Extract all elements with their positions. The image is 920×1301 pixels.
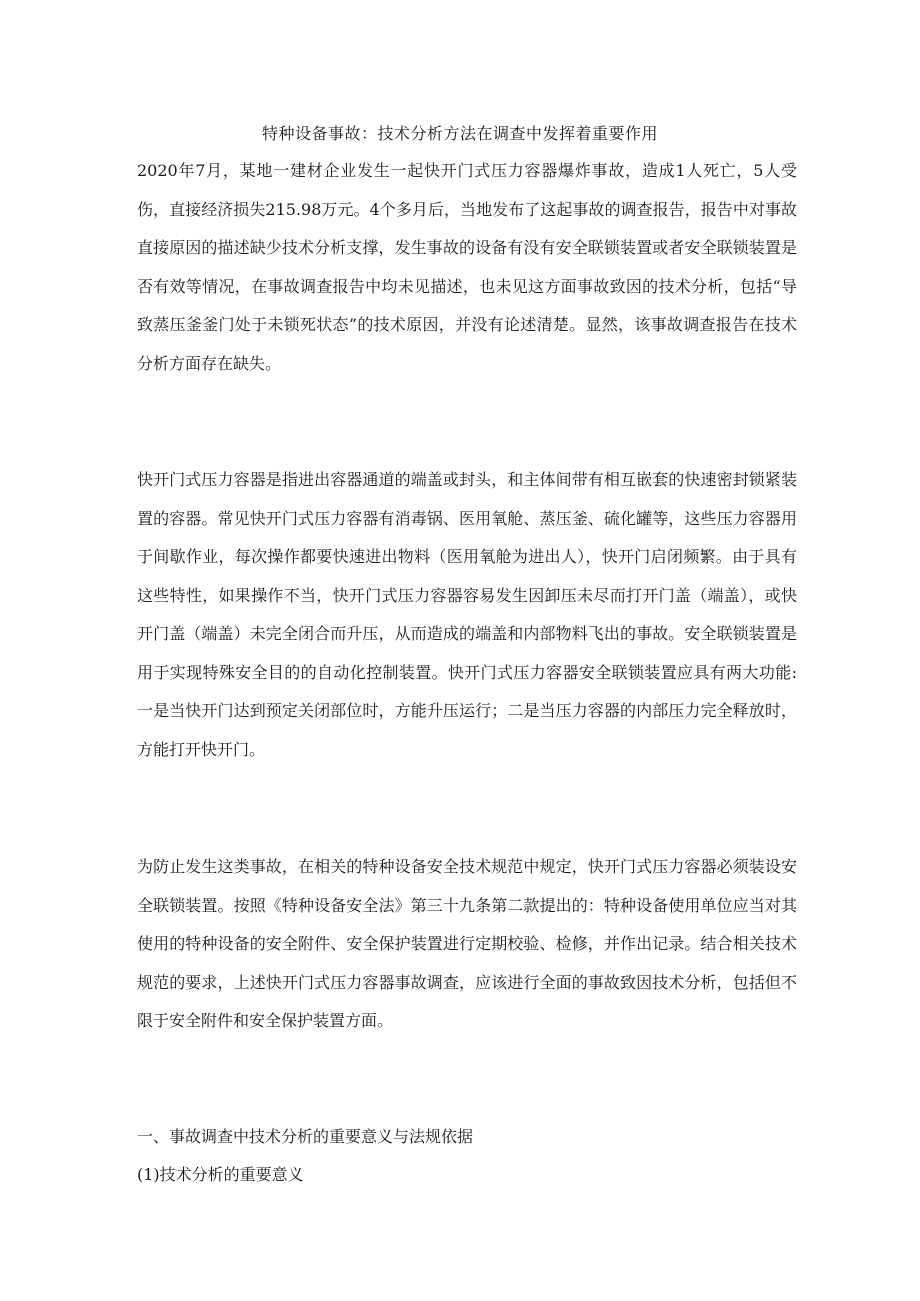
section-heading: 一、事故调查中技术分析的重要意义与法规依据 (137, 1127, 474, 1146)
paragraph-quick-open-vessel-definition: 快开门式压力容器是指进出容器通道的端盖或封头，和主体间带有相互嵌套的快速密封锁紧装置的容器。常见快开门式压力容器有消毒锅、医用氧舱、蒸压釜、硫化罐等，这些压力容器用于间歇作业，每次操作都要快速进出物料（医用氧舱为进出人），快开门启闭频繁。由于具有这些特性，如果操作不当，快开门式压力容器容易发生因卸压未尽而打开门盖（端盖），或快开门盖（端盖）未完全闭合而升压，从而造成的端盖和内部物料飞出的事故。安全联锁装置是用于实现特殊安全目的的自动化控制装置。快开门式压力容器安全联锁装置应具有两大功能:一是当快开门达到预定关闭部位时，方能升压运行；二是当压力容器的内部压力完全释放时，方能打开快开门。 (137, 470, 797, 759)
paragraph-regulations: 为防止发生这类事故，在相关的特种设备安全技术规范中规定，快开门式压力容器必须装设安全联锁装置。按照《特种设备安全法》第三十九条第二款提出的：特种设备使用单位应当对其使用的特种设备的安全附件、安全保护装置进行定期校验、检修，并作出记录。结合相关技术规范的要求，上述快开门式压力容器事故调查，应该进行全面的事故致因技术分析，包括但不限于安全附件和安全保护装置方面。 (137, 857, 797, 1030)
document-title: 特种设备事故：技术分析方法在调查中发挥着重要作用 (261, 124, 658, 143)
subsection-heading: (1)技术分析的重要意义 (137, 1165, 304, 1184)
paragraph-accident-overview: 2020年7月，某地一建材企业发生一起快开门式压力容器爆炸事故，造成1人死亡，5人受伤，直接经济损失215.98万元。4个多月后，当地发布了这起事故的调查报告，报告中对事故直接原因的描述缺少技术分析支撑，发生事故的设备有没有安全联锁装置或者安全联锁装置是否有效等情况，在事故调查报告中均未见描述，也未见这方面事故致因的技术分析，包括“导致蒸压釜釜门处于未锁死状态”的技术原因，并没有论述清楚。显然，该事故调查报告在技术分析方面存在缺失。 (137, 161, 797, 373)
